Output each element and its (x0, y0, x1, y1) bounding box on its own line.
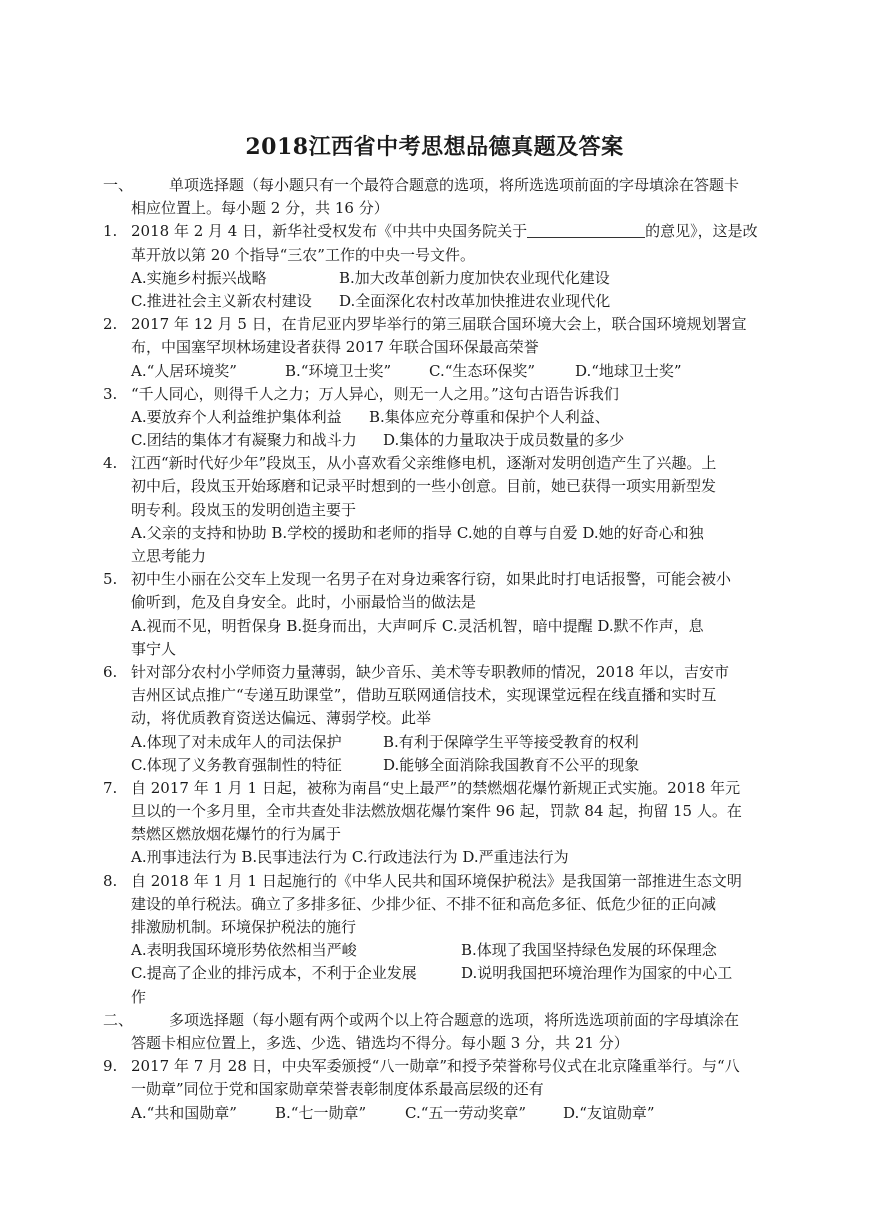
option-d-cont: 作 (131, 987, 147, 1006)
question-number: 9. (103, 1057, 118, 1076)
question-text: 2017 年 12 月 5 日，在肯尼亚内罗毕举行的第三届联合国环境大会上，联合国环境规划署宣 (131, 315, 747, 334)
option-b: B.“环境卫士奖” (285, 361, 392, 380)
question-text: 2018 年 2 月 4 日，新华社受权发布《中共中央国务院关于 (131, 222, 528, 241)
question-number: 4. (103, 454, 118, 473)
option-c: C.提高了企业的排污成本，不利于企业发展 (131, 964, 417, 983)
option-d: D.集体的力量取决于成员数量的多少 (383, 431, 625, 450)
page-title: 2018江西省中考思想品德真题及答案 (245, 134, 624, 160)
question-number: 3. (103, 384, 118, 403)
question-text: 布，中国塞罕坝林场建设者获得 2017 年联合国环保最高荣誉 (131, 338, 539, 357)
option-a: A.实施乡村振兴战略 (131, 268, 267, 287)
question-text: 自 2017 年 1 月 1 日起，被称为南昌“史上最严”的禁燃烟花爆竹新规正式实施。2018 年元 (131, 778, 741, 797)
option-b: B.体现了我国坚持绿色发展的环保理念 (461, 941, 717, 960)
options-line-cont: 事宁人 (131, 639, 177, 658)
option-a: A.表明我国环境形势依然相当严峻 (131, 941, 357, 960)
section-heading (103, 174, 775, 197)
question-text: 一勋章”同位于党和国家勋章荣誉表彰制度体系最高层级的还有 (131, 1080, 544, 1099)
question-text: “千人同心，则得千人之力；万人异心，则无一人之用。”这句古语告诉我们 (131, 384, 619, 403)
question-text: 明专利。段岚玉的发明创造主要于 (131, 500, 357, 519)
question-8 (103, 870, 775, 893)
option-a: A.要放弃个人利益维护集体利益 (131, 407, 342, 426)
question-number: 2. (103, 315, 118, 334)
option-b: B.加大改革创新力度加快农业现代化建设 (339, 268, 610, 287)
section-number: 二、 (103, 1010, 134, 1029)
section-instructions: 多项选择题（每小题有两个或两个以上符合题意的选项，将所选选项前面的字母填涂在 (169, 1010, 740, 1029)
question-text: 排激励机制。环境保护税法的施行 (131, 918, 357, 936)
question-text: 针对部分农村小学师资力量薄弱，缺少音乐、美术等专职教师的情况，2018 年以，吉安市 (131, 662, 729, 681)
question-5 (103, 568, 775, 591)
question-9 (103, 1055, 775, 1078)
question-text: 江西“新时代好少年”段岚玉，从小喜欢看父亲维修电机，逐渐对发明创造产生了兴趣。上 (131, 454, 717, 473)
question-number: 8. (103, 871, 118, 890)
question-text-cont: 的意见》，这是改 (645, 222, 758, 241)
section-instructions: 单项选择题（每小题只有一个最符合题意的选项，将所选选项前面的字母填涂在答题卡 (169, 176, 740, 194)
section-instructions-cont: 答题卡相应位置上，多选、少选、错选均不得分。每小题 3 分，共 21 分） (131, 1033, 629, 1052)
question-number: 1. (103, 222, 118, 241)
question-text: 禁燃区燃放烟花爆竹的行为属于 (131, 825, 342, 844)
option-c: C.“生态环保奖” (429, 361, 536, 380)
option-a: A.“人居环境奖” (131, 361, 237, 380)
question-2 (103, 313, 775, 336)
question-text: 建设的单行税法。确立了多排多征、少排少征、不排不征和高危多征、低危少征的正向减 (131, 894, 717, 913)
fill-blank (527, 222, 645, 238)
option-b: B.“七一勋章” (275, 1103, 367, 1122)
option-c: C.“五一劳动奖章” (405, 1103, 527, 1122)
question-text: 初中生小丽在公交车上发现一名男子在对身边乘客行窃，如果此时打电话报警，可能会被小 (131, 570, 732, 589)
section-instructions-cont: 相应位置上。每小题 2 分，共 16 分） (131, 199, 389, 218)
section-heading-cont (103, 197, 775, 220)
option-d: D.说明我国把环境治理作为国家的中心工 (461, 964, 733, 983)
option-c: C.推进社会主义新农村建设 (131, 291, 312, 310)
option-c: C.团结的集体才有凝聚力和战斗力 (131, 431, 357, 450)
option-d: D.“友谊勋章” (563, 1103, 655, 1122)
question-text: 革开放以第 20 个指导“三农”工作的中央一号文件。 (131, 245, 475, 264)
options-line: A.父亲的支持和协助 B.学校的援助和老师的指导 C.她的自尊与自爱 D.她的好奇心和独 (131, 523, 704, 542)
section-heading (103, 1009, 775, 1032)
question-text: 偷听到，危及自身安全。此时，小丽最恰当的做法是 (131, 593, 477, 612)
question-number: 5. (103, 570, 118, 589)
option-a: A.体现了对未成年人的司法保护 (131, 732, 342, 751)
question-text: 自 2018 年 1 月 1 日起施行的《中华人民共和国环境保护税法》是我国第一部推进生态文明 (131, 871, 742, 890)
question-7 (103, 777, 775, 800)
option-d: D.全面深化农村改革加快推进农业现代化 (339, 291, 611, 310)
option-b: B.集体应充分尊重和保护个人利益、 (369, 407, 610, 426)
option-c: C.体现了义务教育强制性的特征 (131, 755, 342, 774)
question-number: 7. (103, 778, 118, 797)
question-6 (103, 661, 775, 684)
section-number: 一、 (103, 176, 134, 194)
question-text: 2017 年 7 月 28 日，中央军委颁授“八一勋章”和授予荣誉称号仪式在北京隆重举行。与“八 (131, 1057, 740, 1076)
option-b: B.有利于保障学生平等接受教育的权利 (383, 732, 639, 751)
question-text: 吉州区试点推广“专递互助课堂”，借助互联网通信技术，实现课堂远程在线直播和实时互 (131, 686, 717, 705)
question-4 (103, 452, 775, 475)
option-d: D.“地球卫士奖” (575, 361, 682, 380)
question-text: 旦以的一个多月里，全市共查处非法燃放烟花爆竹案件 96 起，罚款 84 起，拘留 15 人。在 (131, 802, 742, 821)
option-a: A.“共和国勋章” (131, 1103, 237, 1122)
question-number: 6. (103, 662, 118, 681)
options-line: A.刑事违法行为 B.民事违法行为 C.行政违法行为 D.严重违法行为 (131, 848, 569, 867)
question-3 (103, 383, 775, 406)
question-text: 动，将优质教育资送达偏远、薄弱学校。此举 (131, 709, 432, 728)
question-1 (103, 220, 775, 243)
options-line-cont: 立思考能力 (131, 547, 207, 565)
question-text: 初中后，段岚玉开始琢磨和记录平时想到的一些小创意。目前，她已获得一项实用新型发 (131, 477, 717, 496)
option-d: D.能够全面消除我国教育不公平的现象 (383, 755, 640, 774)
exam-content (103, 174, 775, 1125)
options-line: A.视而不见，明哲保身 B.挺身而出，大声呵斥 C.灵活机智，暗中提醒 D.默不作声，息 (131, 616, 704, 635)
